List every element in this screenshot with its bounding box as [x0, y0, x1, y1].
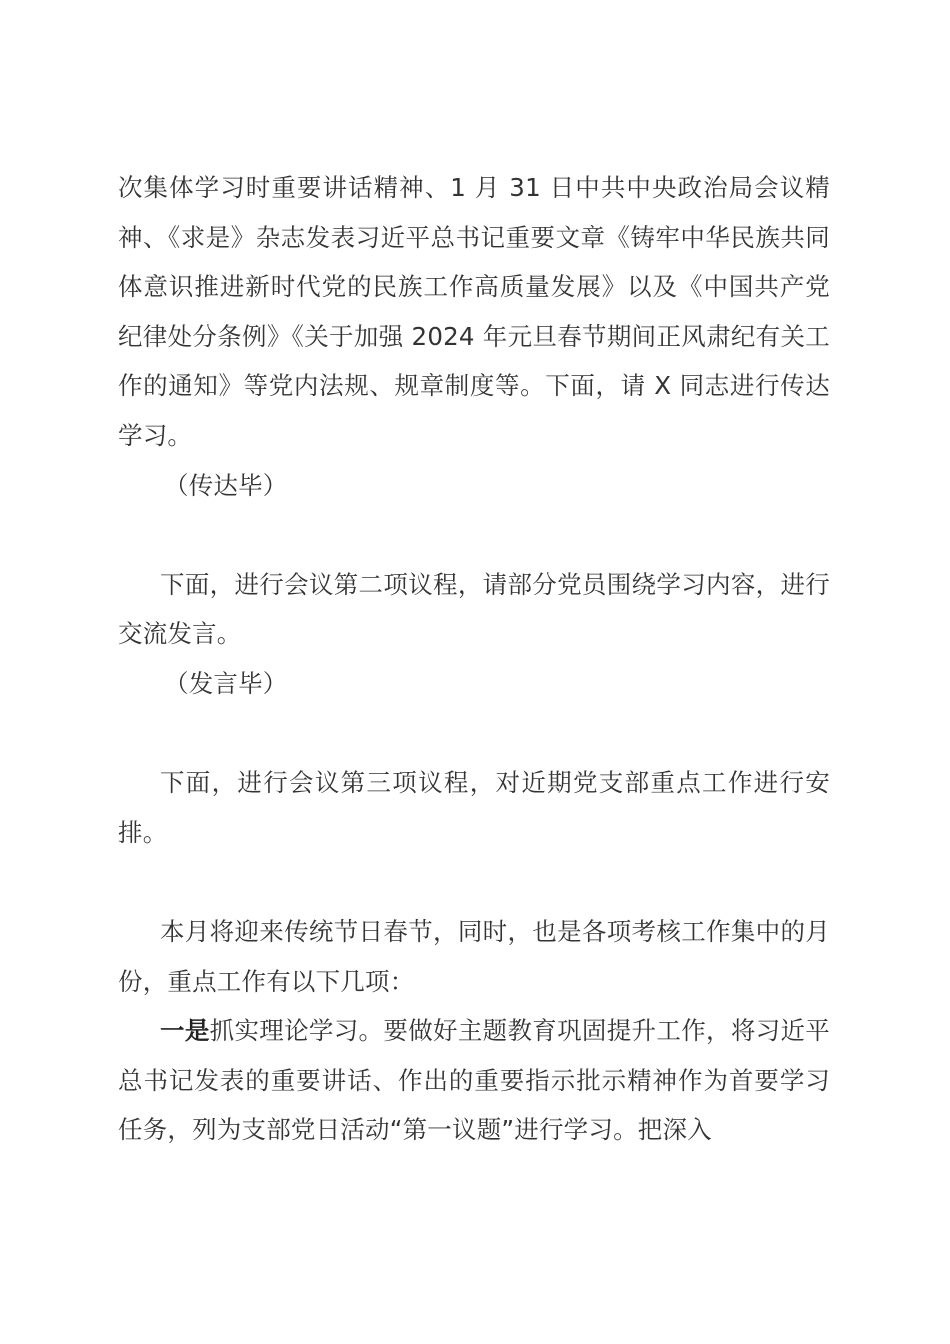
paragraph-agenda-item-three: 下面，进行会议第三项议程，对近期党支部重点工作进行安排。 — [118, 768, 830, 847]
note-speech-finished: （发言毕） — [164, 668, 288, 698]
point-one-lead: 一是 — [160, 1016, 210, 1046]
paragraph-study-content: 次集体学习时重要讲话精神、1 月 31 日中共中央政治局会议精神、《求是》杂志发表习近平总书记重要文章《铸牢中华民族共同体意识推进新时代党的民族工作高质量发展》以及《中国共产党纪律处分条例》《关于加强 2024 年元旦春节期间正风肃纪有关工作的通知》等党内法规、规章制度等。下面，请 X 同志进行传达学习。 — [118, 173, 830, 450]
paragraph-agenda-item-two: 下面，进行会议第二项议程，请部分党员围绕学习内容，进行交流发言。 — [118, 569, 830, 649]
blank-line — [118, 510, 830, 560]
paragraph-month-overview: 本月将迎来传统节日春节，同时，也是各项考核工作集中的月份，重点工作有以下几项： — [118, 916, 830, 996]
note-relay-finished: （传达毕） — [164, 470, 288, 500]
blank-line — [118, 709, 830, 759]
point-one-text: 抓实理论学习。要做好主题教育巩固提升工作，将习近平总书记发表的重要讲话、作出的重要指示批示精神作为首要学习任务，列为支部党日活动“第一议题”进行学习。把深入 — [118, 1016, 830, 1145]
blank-line — [118, 857, 830, 907]
paragraph-point-one — [118, 1006, 830, 1155]
document-body — [118, 163, 830, 1155]
